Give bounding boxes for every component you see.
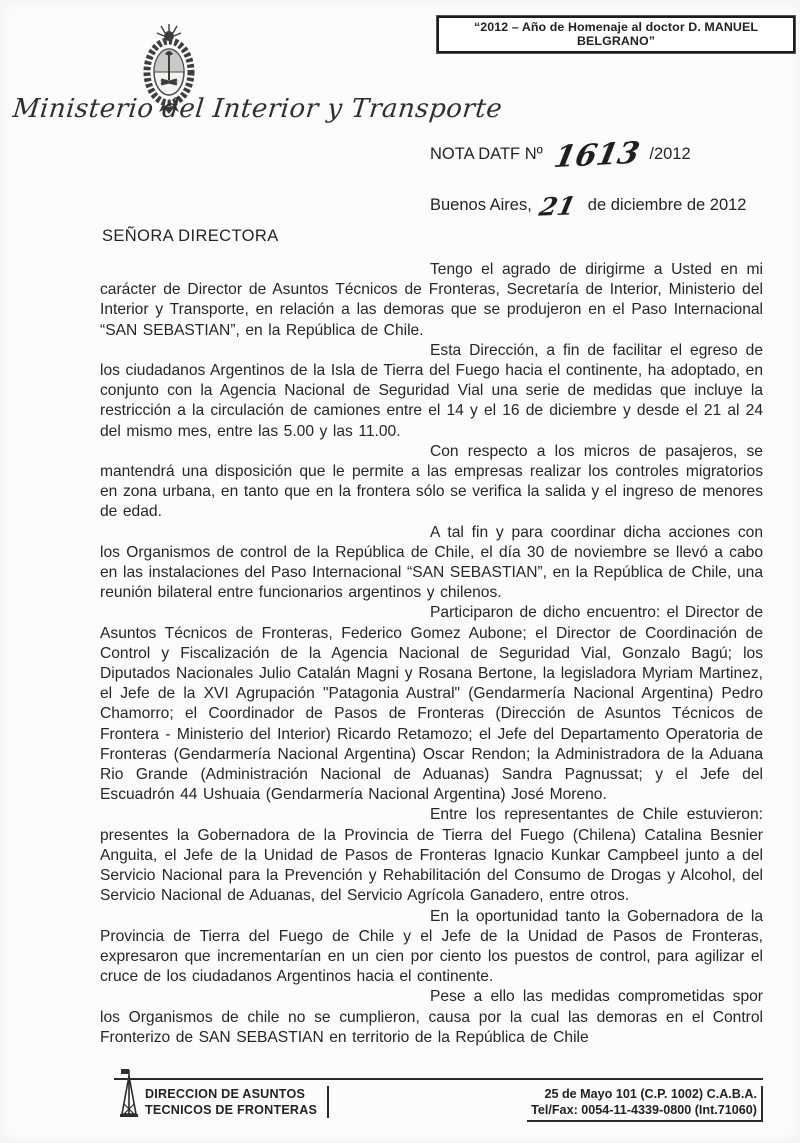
footer-office-line1: DIRECCION DE ASUNTOS (145, 1087, 306, 1101)
footer-address: 25 de Mayo 101 (C.P. 1002) C.A.B.A. (544, 1087, 757, 1101)
date-month-year: de diciembre de 2012 (587, 196, 747, 214)
reference-line (430, 135, 691, 176)
body-paragraph: Entre los representantes de Chile estuvieron: presentes la Gobernadora de la Provincia de Tierra del Fuego (Chilena) Catalina Besnier Anguita, el Jefe de la Unidad de Pasos de Fronteras Ignacio Kunkar Campbeel junto a del Servicio Nacional para la Prevención y Rehabilitación del Consumo de Drogas y Alcohol, del Servicio Nacional de Aduanas, del Servicio Agrícola Ganadero, entre otros. (100, 806, 763, 905)
body-paragraph: Esta Dirección, a fin de facilitar el egreso de los ciudadanos Argentinos de la Isla de Tierra del Fuego hacia el continente, ha adoptado, en conjunto con la Agencia Nacional de Seguridad Vial una serie de medidas que incluye la restricción a la circulación de camiones entre el 14 y el 16 de diciembre y desde el 21 al 24 del mismo mes, entre las 5.00 y las 11.00. (100, 341, 763, 440)
year-motto-text: “2012 – Año de Homenaje al doctor D. MANUEL BELGRANO” (473, 20, 759, 48)
salutation: SEÑORA DIRECTORA (102, 227, 279, 245)
year-motto-box (437, 16, 795, 53)
ministry-name: Ministerio del Interior y Transporte (11, 94, 504, 124)
reference-number-handwritten: 1613 (551, 135, 643, 176)
body-paragraph: A tal fin y para coordinar dicha acciones con los Organismos de control de la República de Chile, el día 30 de noviembre se llevó a cabo en las instalaciones del Paso Internacional “SAN SEBASTIAN”, en la República de Chile, una reunión bilateral entre funcionarios argentinos y chilenos. (100, 523, 763, 602)
footer-office-name (145, 1086, 329, 1118)
body-paragraph: Con respecto a los micros de pasajeros, se mantendrá una disposición que le permite a las empresas realizar los controles migratorios en zona urbana, en tanto que en la frontera sólo se verifica la salida y el ingreso de menores de edad. (100, 442, 763, 521)
footer-office-line2: TECNICOS DE FRONTERAS (145, 1103, 318, 1117)
date-day-handwritten: 21 (537, 191, 579, 222)
letter-body (100, 260, 763, 1048)
reference-year: /2012 (649, 145, 691, 163)
body-paragraph: Participaron de dicho encuentro: el Director de Asuntos Técnicos de Fronteras, Federico Gomez Aubone; el Director de Coordinación de Control y Fiscalización de la Agencia Nacional de Seguridad Vial, Gonzalo Bagú; los Diputados Nacionales Julio Catalán Magni y Rosana Bertone, la legisladora Myriam Martinez, el Jefe de la XVI Agrupación "Patagonia Austral" (Gendarmería Nacional Argentina) Pedro Chamorro; el Coordinador de Pasos de Fronteras (Dirección de Asuntos Técnicos de Frontera - Ministerio del Interior) Ricardo Retamozo; el Jefe del Departamento Operatoria de Fronteras (Gendarmería Nacional Argentina) Oscar Rendon; la Administradora de la Aduana Rio Grande (Administración Nacional de Aduanas) Sandra Pagnussat; y el Jefe del Escuadrón 44 Ushuaia (Gendarmería Nacional Argentina) José Moreno. (100, 604, 763, 804)
body-paragraph: Tengo el agrado de dirigirme a Usted en mi carácter de Director de Asuntos Técnicos de Fronteras, Secretaría de Interior, Ministerio del Interior y Transporte, en relación a las demoras que se produjeron en el Paso Internacional “SAN SEBASTIAN”, en la República de Chile. (100, 261, 763, 339)
border-obelisk-icon (118, 1068, 140, 1120)
date-city: Buenos Aires, (430, 196, 532, 214)
body-paragraph: Pese a ello las medidas comprometidas spor los Organismos de chile no se cumplieron, causa por la cual las demoras en el Control Fronterizo de SAN SEBASTIAN en territorio de la República de Chile (100, 988, 763, 1046)
footer-contact-block (527, 1086, 763, 1122)
reference-label: NOTA DATF Nº (430, 145, 543, 163)
footer-divider (114, 1078, 763, 1080)
date-line (430, 192, 747, 221)
footer-telfax: Tel/Fax: 0054-11-4339-0800 (Int.71060) (531, 1103, 757, 1117)
body-paragraph: En la oportunidad tanto la Gobernadora de la Provincia de Tierra del Fuego de Chile y el Jefe de la Unidad de Pasos de Fronteras, expresaron que incrementarían en un cien por ciento los puestos de control, para agilizar el cruce de los ciudadanos Argentinos hacia el continente. (100, 907, 763, 986)
